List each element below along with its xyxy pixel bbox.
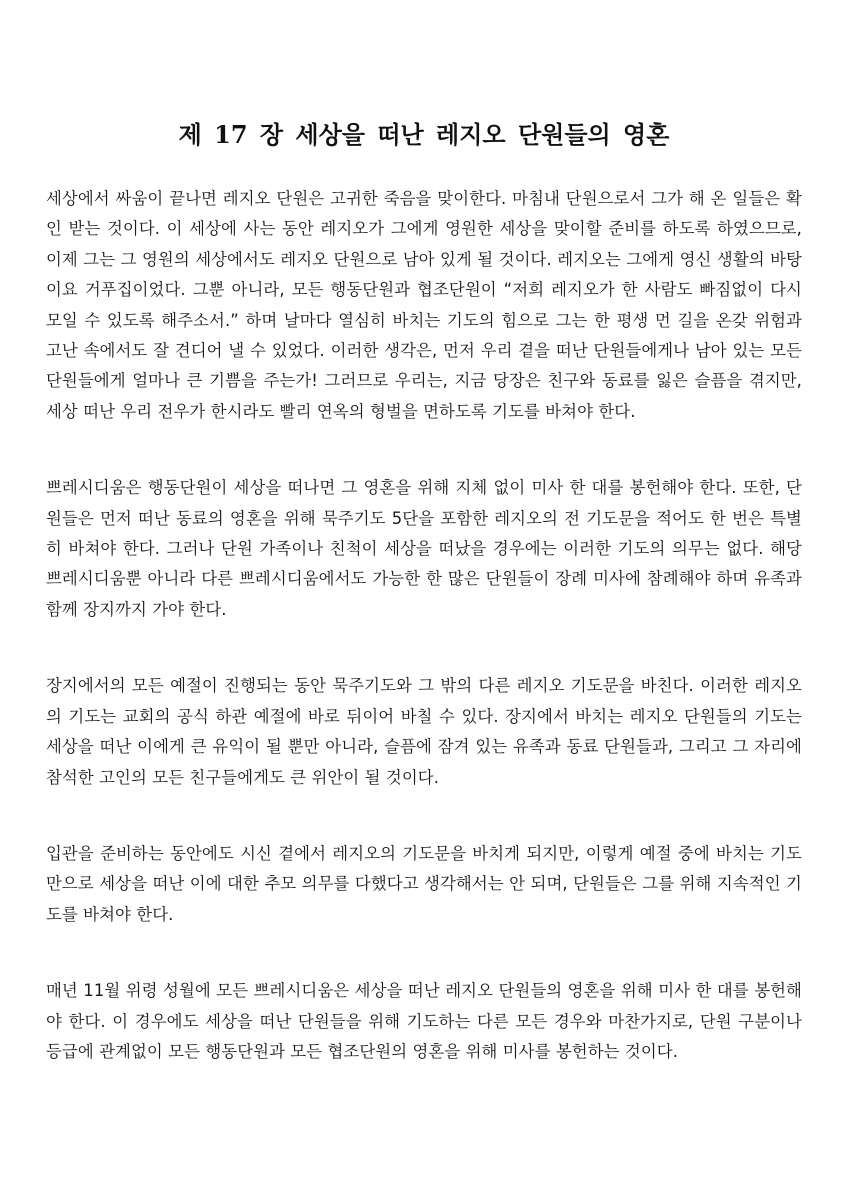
paragraph-1: 세상에서 싸움이 끝나면 레지오 단원은 고귀한 죽음을 맞이한다. 마침내 단원으로서 그가 해 온 일들은 확인 받는 것이다. 이 세상에 사는 동안 레지오가 그에게 영원한 세상을 맞이할 준비를 하도록 하였으므로, 이제 그는 그 영원의 세상에서도 레지오 단원으로 남아 있게 될 것이다. 레지오는 그에게 영신 생활의 바탕이요 거푸집이었다. 그뿐 아니라, 모든 행동단원과 협조단원이 “저희 레지오가 한 사람도 빠짐없이 다시 모일 수 있도록 해주소서.” 하며 날마다 열심히 바치는 기도의 힘으로 그는 한 평생 먼 길을 온갖 위험과 고난 속에서도 잘 견디어 낼 수 있었다. 이러한 생각은, 먼저 우리 곁을 떠난 단원들에게나 남아 있는 모든 단원들에게 얼마나 큰 기쁨을 주는가! 그러므로 우리는, 지금 당장은 친구와 동료를 잃은 슬픔을 겪지만, 세상 떠난 우리 전우가 한시라도 빨리 연옥의 형벌을 면하도록 기도를 바쳐야 한다. [46,189,802,421]
paragraph-3: 장지에서의 모든 예절이 진행되는 동안 묵주기도와 그 밖의 다른 레지오 기도문을 바친다. 이러한 레지오의 기도는 교회의 공식 하관 예절에 바로 뒤이어 바칠 수 있다. 장지에서 바치는 레지오 단원들의 기도는 세상을 떠난 이에게 큰 유익이 될 뿐만 아니라, 슬픔에 잠겨 있는 유족과 동료 단원들과, 그리고 그 자리에 참석한 고인의 모든 친구들에게도 큰 위안이 될 것이다. [46,676,802,787]
paragraph-5: 매년 11월 위령 성월에 모든 쁘레시디움은 세상을 떠난 레지오 단원들의 영혼을 위해 미사 한 대를 봉헌해야 한다. 이 경우에도 세상을 떠난 단원들을 위해 기도하는 다른 모든 경우와 마찬가지로, 단원 구분이나 등급에 관계없이 모든 행동단원과 모든 협조단원의 영혼을 위해 미사를 봉헌하는 것이다. [46,981,802,1061]
paragraph-2: 쁘레시디움은 행동단원이 세상을 떠나면 그 영혼을 위해 지체 없이 미사 한 대를 봉헌해야 한다. 또한, 단원들은 먼저 떠난 동료의 영혼을 위해 묵주기도 5단을 포함한 레지오의 전 기도문을 적어도 한 번은 특별히 바쳐야 한다. 그러나 단원 가족이나 친척이 세상을 떠났을 경우에는 이러한 기도의 의무는 없다. 해당 쁘레시디움뿐 아니라 다른 쁘레시디움에서도 가능한 한 많은 단원들이 장례 미사에 참례해야 하며 유족과 함께 장지까지 가야 한다. [46,478,802,619]
chapter-title: 제 17 장 세상을 떠난 레지오 단원들의 영혼 [178,120,670,149]
paragraph-4: 입관을 준비하는 동안에도 시신 곁에서 레지오의 기도문을 바치게 되지만, 이렇게 예절 중에 바치는 기도만으로 세상을 떠난 이에 대한 추모 의무를 다했다고 생각해서는 안 되며, 단원들은 그를 위해 지속적인 기도를 바쳐야 한다. [46,843,802,924]
document-body [46,184,802,1113]
